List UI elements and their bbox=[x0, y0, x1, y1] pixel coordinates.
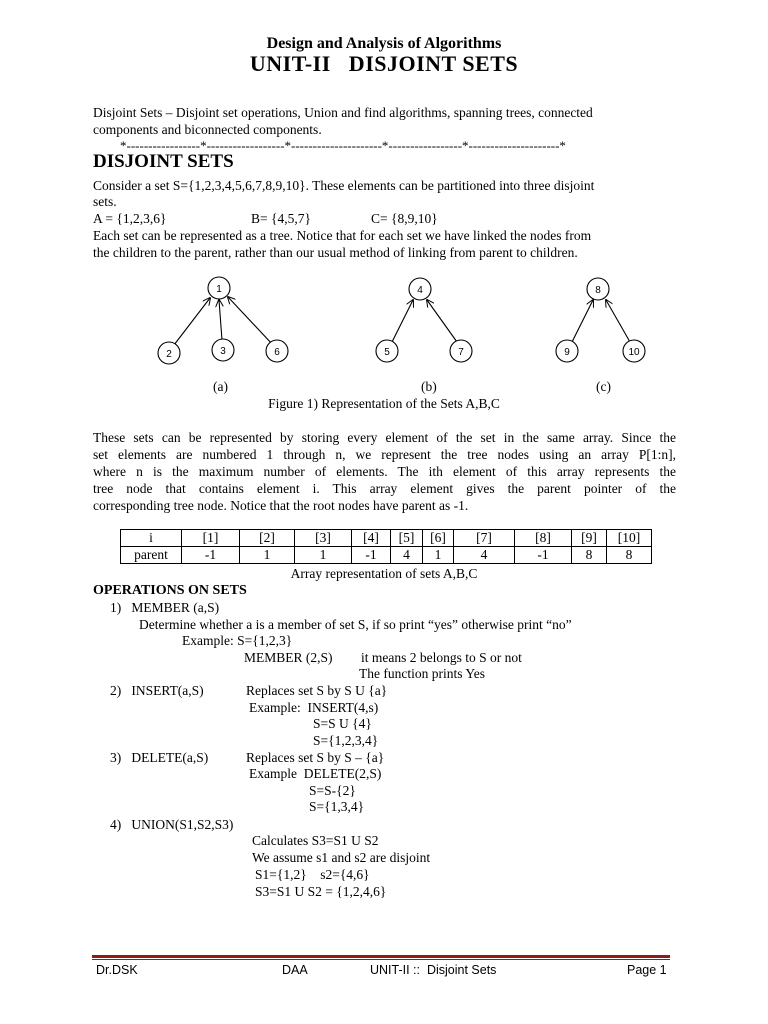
node-label: 9 bbox=[564, 347, 570, 358]
paragraph-line: where n is the maximum number of elements. The ith element of this array represents the bbox=[93, 464, 676, 479]
parent-array-table bbox=[120, 529, 652, 564]
table-cell: [5] bbox=[391, 530, 423, 547]
section-heading-disjoint-sets: DISJOINT SETS bbox=[93, 151, 234, 172]
op-insert-desc: Replaces set S by S U {a} bbox=[246, 683, 388, 698]
footer-rule bbox=[92, 955, 670, 958]
paragraph-line: These sets can be represented by storing every element of the set in the same array. Since the bbox=[93, 430, 676, 445]
table-cell: 1 bbox=[423, 547, 454, 564]
figure-caption: Figure 1) Representation of the Sets A,B,C bbox=[268, 396, 500, 411]
op-delete-desc: Replaces set S by S – {a} bbox=[246, 750, 385, 765]
op-member-desc: Determine whether a is a member of set S, if so print “yes” otherwise print “no” bbox=[139, 617, 572, 632]
paragraph-line: set elements are numbered 1 through n, we represent the tree nodes using an array P[1:n], bbox=[93, 447, 676, 462]
op-delete-result: S=S-{2} bbox=[309, 783, 356, 798]
course-title: Design and Analysis of Algorithms bbox=[266, 35, 502, 52]
table-cell: -1 bbox=[182, 547, 240, 564]
syllabus-line-1: Disjoint Sets – Disjoint set operations, Union and find algorithms, spanning trees, connected bbox=[93, 105, 593, 120]
op-union-example: S1={1,2} s2={4,6} bbox=[255, 867, 370, 882]
op-union-result: S3=S1 U S2 = {1,2,4,6} bbox=[255, 884, 387, 899]
paragraph-line: sets. bbox=[93, 194, 117, 209]
footer-course: DAA bbox=[282, 963, 308, 977]
table-cell: [1] bbox=[182, 530, 240, 547]
table-cell: [9] bbox=[572, 530, 607, 547]
table-cell: 8 bbox=[572, 547, 607, 564]
table-caption: Array representation of sets A,B,C bbox=[290, 566, 478, 581]
node-label: 5 bbox=[384, 347, 390, 358]
set-a: A = {1,2,3,6} bbox=[93, 211, 167, 226]
unit-title: UNIT-II DISJOINT SETS bbox=[249, 51, 519, 76]
table-cell: [4] bbox=[352, 530, 391, 547]
table-cell: 4 bbox=[391, 547, 423, 564]
op-member-title: 1) MEMBER (a,S) bbox=[110, 600, 220, 615]
table-cell: -1 bbox=[515, 547, 572, 564]
op-insert-result: S=S U {4} bbox=[313, 716, 372, 731]
table-cell: 1 bbox=[295, 547, 352, 564]
node-label: 8 bbox=[595, 285, 601, 296]
subfigure-label-c: (c) bbox=[596, 379, 611, 394]
paragraph-line: tree node that contains element i. This array element gives the parent pointer of the bbox=[93, 481, 676, 496]
paragraph-line: Each set can be represented as a tree. Notice that for each set we have linked the nodes from bbox=[93, 228, 592, 243]
table-cell: [3] bbox=[295, 530, 352, 547]
node-label: 1 bbox=[216, 284, 222, 295]
table-row bbox=[121, 547, 652, 564]
table-cell: -1 bbox=[352, 547, 391, 564]
table-cell: [2] bbox=[240, 530, 295, 547]
subfigure-label-a: (a) bbox=[213, 379, 228, 394]
footer-author: Dr.DSK bbox=[96, 963, 138, 977]
syllabus-line-2: components and biconnected components. bbox=[93, 122, 322, 137]
table-cell: [8] bbox=[515, 530, 572, 547]
table-cell: 1 bbox=[240, 547, 295, 564]
table-cell: [6] bbox=[423, 530, 454, 547]
set-b: B= {4,5,7} bbox=[251, 211, 311, 226]
footer-unit: UNIT-II :: Disjoint Sets bbox=[370, 963, 497, 977]
table-row bbox=[121, 530, 652, 547]
paragraph-line: Consider a set S={1,2,3,4,5,6,7,8,9,10}. These elements can be partitioned into three disjoint bbox=[93, 178, 595, 193]
table-cell: 4 bbox=[454, 547, 515, 564]
node-label: 10 bbox=[628, 347, 640, 358]
separator-line: *-----------------*------------------*---------------------*-----------------*---------------------* bbox=[120, 138, 566, 153]
set-c: C= {8,9,10} bbox=[371, 211, 438, 226]
footer-rule bbox=[92, 959, 670, 960]
op-union-note: We assume s1 and s2 are disjoint bbox=[252, 850, 431, 865]
table-cell: 8 bbox=[607, 547, 652, 564]
footer-page-number: Page 1 bbox=[627, 963, 667, 977]
op-insert-example: Example: INSERT(4,s) bbox=[249, 700, 379, 715]
node-label: 2 bbox=[166, 349, 172, 360]
op-member-note: The function prints Yes bbox=[359, 666, 485, 681]
subfigure-label-b: (b) bbox=[421, 379, 437, 394]
paragraph-line: the children to the parent, rather than our usual method of linking from parent to children. bbox=[93, 245, 578, 260]
node-label: 3 bbox=[220, 346, 226, 357]
op-union-desc: Calculates S3=S1 U S2 bbox=[252, 833, 379, 848]
paragraph-line: corresponding tree node. Notice that the root nodes have parent as -1. bbox=[93, 498, 469, 513]
node-label: 6 bbox=[274, 347, 280, 358]
op-member-note: it means 2 belongs to S or not bbox=[361, 650, 522, 665]
section-heading-operations: OPERATIONS ON SETS bbox=[93, 583, 247, 598]
table-cell: parent bbox=[121, 547, 182, 564]
op-delete-title: 3) DELETE(a,S) bbox=[110, 750, 209, 765]
node-label: 7 bbox=[458, 347, 464, 358]
op-insert-title: 2) INSERT(a,S) bbox=[110, 683, 204, 698]
op-union-title: 4) UNION(S1,S2,S3) bbox=[110, 817, 234, 832]
table-cell: [7] bbox=[454, 530, 515, 547]
op-delete-example: Example DELETE(2,S) bbox=[249, 766, 382, 781]
table-cell: [10] bbox=[607, 530, 652, 547]
op-member-example: Example: S={1,2,3} bbox=[182, 633, 293, 648]
table-cell: i bbox=[121, 530, 182, 547]
op-insert-result: S={1,2,3,4} bbox=[313, 733, 379, 748]
op-delete-result: S={1,3,4} bbox=[309, 799, 365, 814]
op-member-call: MEMBER (2,S) bbox=[244, 650, 333, 665]
disjoint-set-trees-figure bbox=[0, 0, 768, 400]
node-label: 4 bbox=[417, 285, 423, 296]
